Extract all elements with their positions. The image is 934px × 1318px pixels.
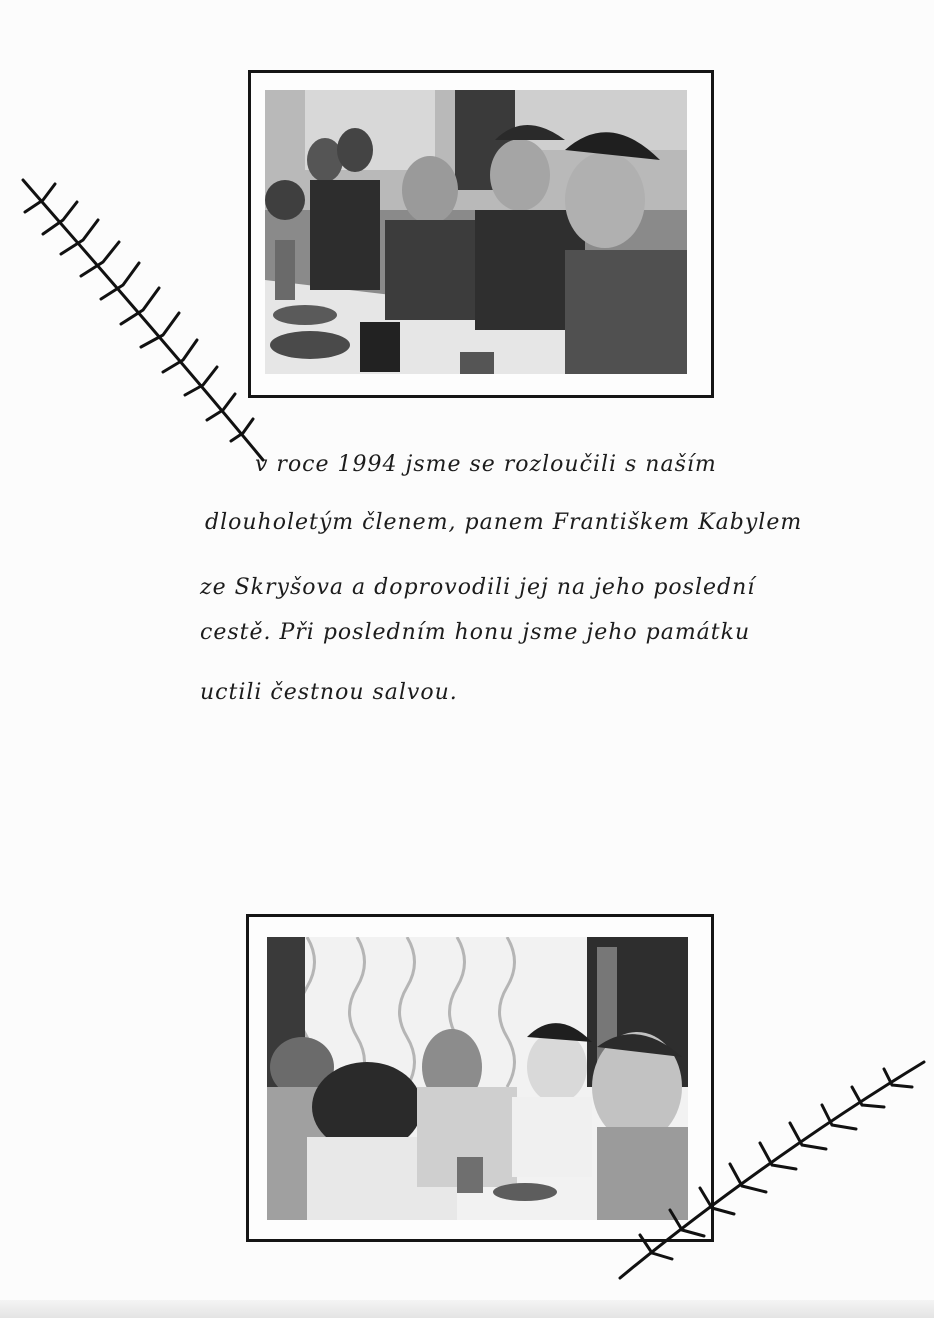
text-line-5: uctili čestnou salvou. [200,680,458,705]
text-line-3: ze Skryšova a doprovodili jej na jeho poslední [200,575,756,600]
page-bottom-edge [0,1300,934,1318]
sprig-bottom-right [612,1050,932,1285]
text-line-4: cestě. Při posledním honu jsme jeho památku [200,620,751,645]
top-photo [265,90,687,374]
text-line-2: dlouholetým členem, panem Františkem Kabylem [205,510,803,535]
text-line-1: v roce 1994 jsme se rozloučili s naším [255,452,717,477]
sprig-top-left [18,175,273,475]
